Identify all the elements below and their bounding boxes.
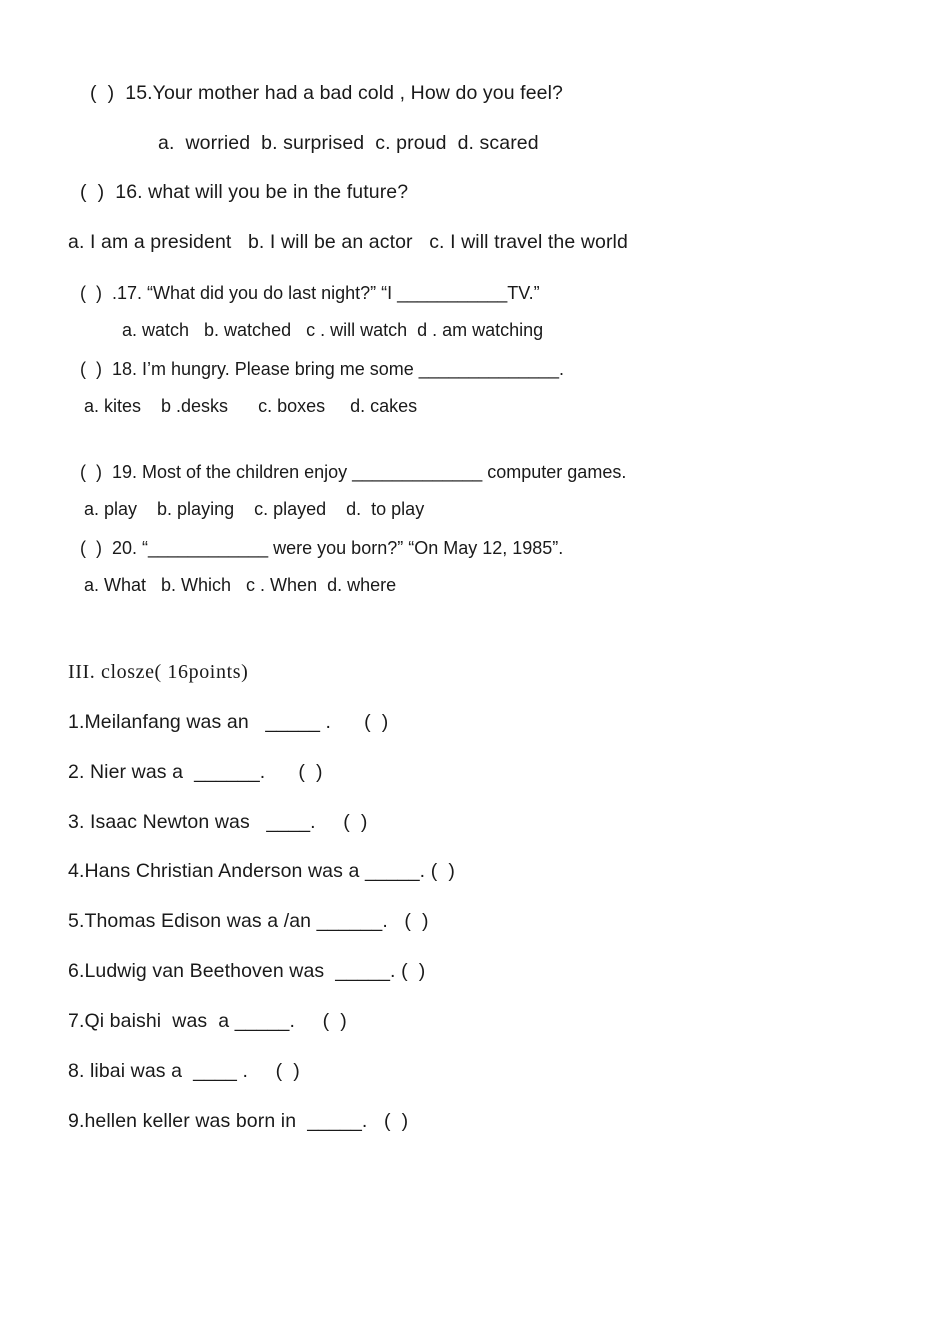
q20-options: a. What b. Which c . When d. where (84, 575, 397, 595)
cloze-item: 8. libai was a ____ . ( ) (68, 1060, 300, 1082)
cloze-item: 5.Thomas Edison was a /an ______. ( ) (68, 910, 429, 932)
cloze-item: 7.Qi baishi was a _____. ( ) (68, 1010, 347, 1032)
cloze-item: 2. Nier was a ______. ( ) (68, 761, 323, 783)
q17-stem: ( ) .17. “What did you do last night?” “I ___________TV.” (80, 283, 540, 303)
q18-stem: ( ) 18. I’m hungry. Please bring me some ______________. (80, 359, 564, 379)
q16-stem: ( ) 16. what will you be in the future? (80, 181, 409, 203)
cloze-item: 6.Ludwig van Beethoven was _____. ( ) (68, 960, 426, 982)
cloze-item: 4.Hans Christian Anderson was a _____. ( ) (68, 860, 455, 882)
cloze-item: 1.Meilanfang was an _____ . ( ) (68, 711, 389, 733)
q15-options: a. worried b. surprised c. proud d. scared (158, 132, 539, 154)
q20-stem: ( ) 20. “____________ were you born?” “On May 12, 1985”. (80, 538, 564, 558)
q16-options: a. I am a president b. I will be an actor c. I will travel the world (68, 231, 628, 253)
cloze-item: 9.hellen keller was born in _____. ( ) (68, 1110, 409, 1132)
cloze-item: 3. Isaac Newton was ____. ( ) (68, 811, 368, 833)
section-heading: III. closze( 16points) (68, 661, 249, 683)
q19-options: a. play b. playing c. played d. to play (84, 499, 425, 519)
q18-options: a. kites b .desks c. boxes d. cakes (84, 396, 418, 416)
q15-stem: ( ) 15.Your mother had a bad cold , How do you feel? (90, 82, 563, 104)
q17-options: a. watch b. watched c . will watch d . am watching (122, 320, 544, 340)
q19-stem: ( ) 19. Most of the children enjoy _____________ computer games. (80, 462, 627, 482)
